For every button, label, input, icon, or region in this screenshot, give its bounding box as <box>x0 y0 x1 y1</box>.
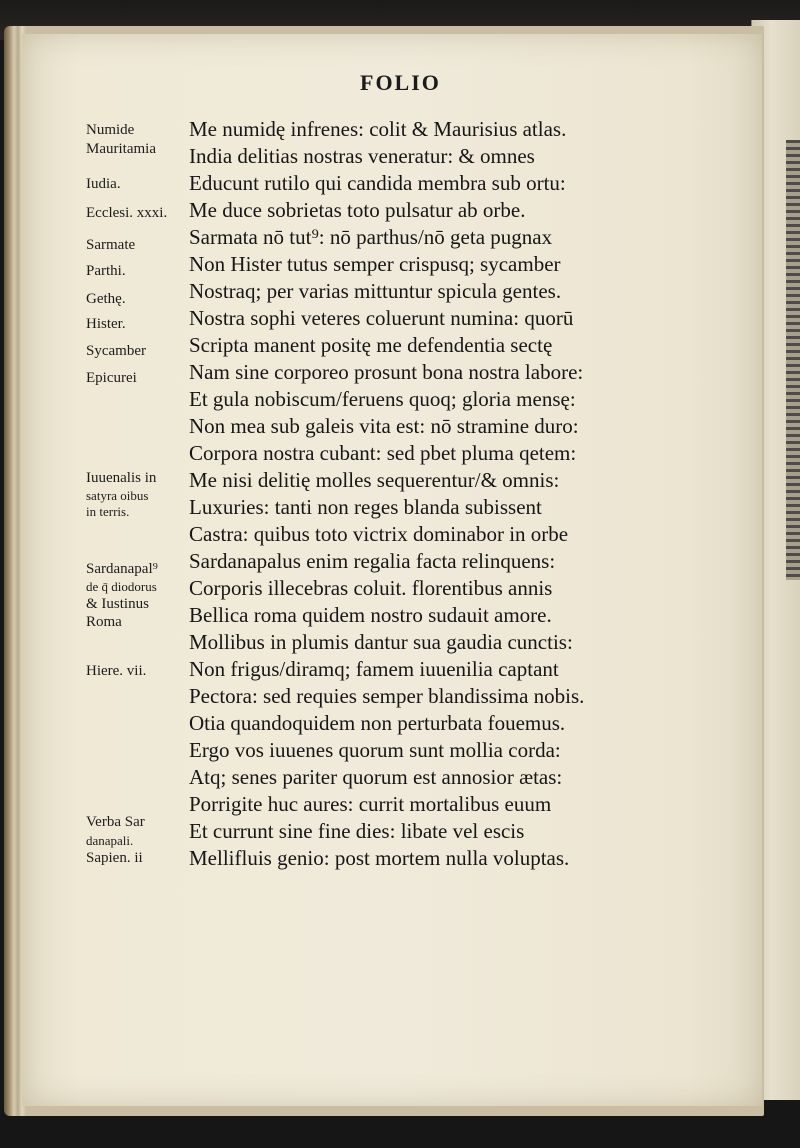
margin-note: danapali. <box>86 833 134 848</box>
margin-note: Verba Sar <box>86 814 145 830</box>
margin-note: Sycamber <box>86 343 146 359</box>
margin-note: Sardanapal⁹ <box>86 561 158 577</box>
verse-line: Me nisi delitię molles sequerentur/& omnis: <box>189 468 560 492</box>
verse-line: Et currunt sine fine dies: libate vel escis <box>189 819 525 843</box>
verse-line: Et gula nobiscum/feruens quoq; gloria mensę: <box>189 387 576 411</box>
verse-line: Educunt rutilo qui candida membra sub ortu: <box>189 171 566 195</box>
verse-line: Mellifluis genio: post mortem nulla voluptas. <box>189 846 570 870</box>
margin-note: Sarmate <box>86 237 136 253</box>
verse-line: Me numidę infrenes: colit & Maurisius atlas. <box>189 117 567 141</box>
folio-header: FOLIO <box>360 70 441 95</box>
margin-note: in terris. <box>86 504 130 519</box>
verse-line: Otia quandoquidem non perturbata fouemus. <box>189 711 566 735</box>
verse-line: Castra: quibus toto victrix dominabor in orbe <box>189 522 569 546</box>
verse-line: Corpora nostra cubant: sed pbet pluma qetem: <box>189 441 577 465</box>
verse-line: Non mea sub galeis vita est: nō stramine duro: <box>189 414 579 438</box>
margin-note: Numide <box>86 122 135 138</box>
margin-note: Iuuenalis in <box>86 470 157 486</box>
margin-note: Ecclesi. xxxi. <box>86 205 168 221</box>
verse-line: India delitias nostras veneratur: & omnes <box>189 144 535 168</box>
margin-note: de q̄ diodorus <box>86 579 157 594</box>
verse-line: Nostra sophi veteres coluerunt numina: quorū <box>189 306 574 330</box>
margin-note: Sapien. ii <box>86 850 143 866</box>
verse-line: Porrigite huc aures: currit mortalibus euum <box>189 792 552 816</box>
verse-line: Pectora: sed requies semper blandissima nobis. <box>189 684 585 708</box>
verse-line: Nam sine corporeo prosunt bona nostra labore: <box>189 360 584 384</box>
verse-line: Mollibus in plumis dantur sua gaudia cunctis: <box>189 630 573 654</box>
verse-line: Sarmata nō tut⁹: nō parthus/nō geta pugnax <box>189 225 553 249</box>
verse-line: Me duce sobrietas toto pulsatur ab orbe. <box>189 198 526 222</box>
verse-line: Ergo vos iuuenes quorum sunt mollia corda: <box>189 738 561 762</box>
margin-note: Iudia. <box>86 176 121 192</box>
verse-line: Scripta manent positę me defendentia sectę <box>189 333 553 357</box>
verse-line: Corporis illecebras coluit. florentibus annis <box>189 576 553 600</box>
margin-note: Parthi. <box>86 263 126 279</box>
margin-note: Hister. <box>86 316 126 332</box>
verse-line: Sardanapalus enim regalia facta relinquens: <box>189 549 556 573</box>
margin-note: Epicurei <box>86 370 137 386</box>
margin-note: Hiere. vii. <box>86 663 147 679</box>
verse-line: Atq; senes pariter quorum est annosior ætas: <box>189 765 563 789</box>
margin-note: & Iustinus <box>86 596 149 612</box>
margin-note: Roma <box>86 614 122 630</box>
verse-line: Non frigus/diramq; famem iuuenilia captant <box>189 657 559 681</box>
margin-note: Mauritamia <box>86 141 156 157</box>
verse-line: Nostraq; per varias mittuntur spicula gentes. <box>189 279 562 303</box>
margin-note: satyra oibus <box>86 488 149 503</box>
verse-line: Bellica roma quidem nostro sudauit amore. <box>189 603 552 627</box>
verse-line: Luxuries: tanti non reges blanda subissent <box>189 495 542 519</box>
verse-line: Non Hister tutus semper crispusq; sycamber <box>189 252 561 276</box>
margin-note: Gethę. <box>86 291 126 307</box>
